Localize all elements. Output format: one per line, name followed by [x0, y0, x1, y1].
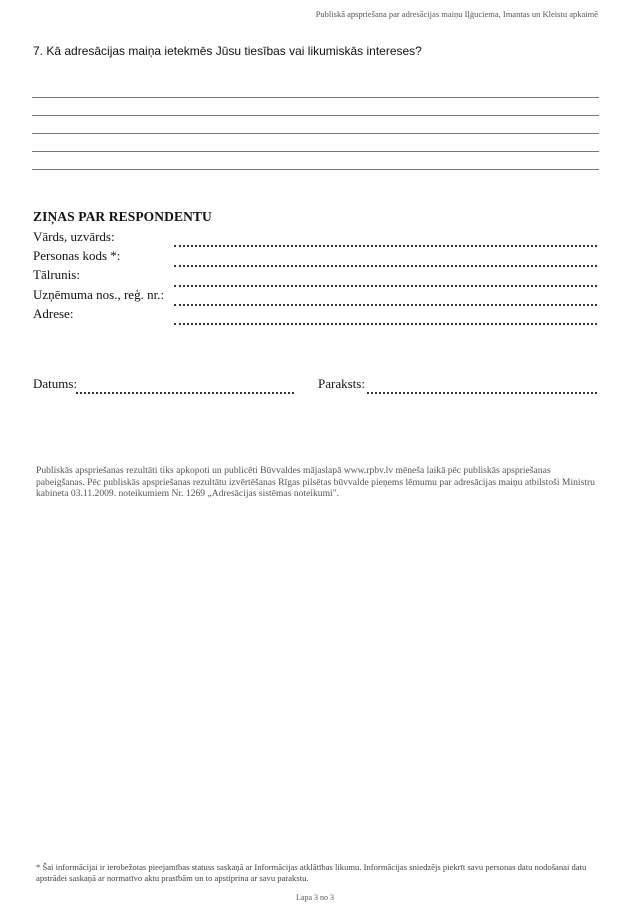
name-label: Vārds, uzvārds: [33, 229, 115, 244]
company-input-line[interactable] [174, 304, 597, 306]
personal-code-input-line[interactable] [174, 265, 597, 267]
phone-input-line[interactable] [174, 285, 597, 287]
answer-line[interactable] [32, 169, 599, 170]
question-7: 7. Kā adresācijas maiņa ietekmēs Jūsu tiesības vai likumiskās intereses? [33, 44, 422, 58]
answer-line[interactable] [32, 115, 599, 116]
running-header: Publiskā apspriešana par adresācijas maiņu Iļģuciema, Imantas un Kleistu apkaimē [315, 9, 598, 19]
address-input-line[interactable] [174, 323, 597, 325]
page-number: Lapa 3 no 3 [296, 893, 334, 902]
answer-line[interactable] [32, 97, 599, 98]
publication-notice: Publiskās apspriešanas rezultāti tiks apkopoti un publicēti Būvvaldes mājaslapā www.rpbv.lv mēneša laikā pēc publiskās apspriešanas pabeigšanas. Pēc publiskās apspriešanas rezultātu izvērtēšanas Rīgas pilsētas būvvalde pieņems lēmumu par adresācijas maiņu atbilstoši Ministru kabineta 03.11.2009. noteikumiem Nr. 1269 „Adresācijas sistēmas noteikumi". [36, 465, 595, 499]
privacy-footnote: * Šai informācijai ir ierobežotas pieejamības statuss saskaņā ar Informācijas atklātības likumu. Informācijas sniedzējs piekrīt savu personas datu nodošanai datu apstrādei saskaņā ar normatīvo aktu prasībām un to apstiprina ar savu parakstu. [36, 862, 587, 883]
address-label: Adrese: [33, 306, 74, 321]
answer-line[interactable] [32, 151, 599, 152]
answer-line[interactable] [32, 133, 599, 134]
personal-code-label: Personas kods *: [33, 248, 121, 263]
date-input-line[interactable] [76, 392, 294, 394]
name-input-line[interactable] [174, 245, 597, 247]
signature-input-line[interactable] [367, 392, 597, 394]
phone-label: Tālrunis: [33, 267, 80, 282]
date-label: Datums: [33, 376, 78, 391]
company-label: Uzņēmuma nos., reģ. nr.: [33, 287, 165, 302]
signature-label: Paraksts: [318, 376, 365, 391]
respondent-section-title: ZIŅAS PAR RESPONDENTU [33, 209, 212, 224]
